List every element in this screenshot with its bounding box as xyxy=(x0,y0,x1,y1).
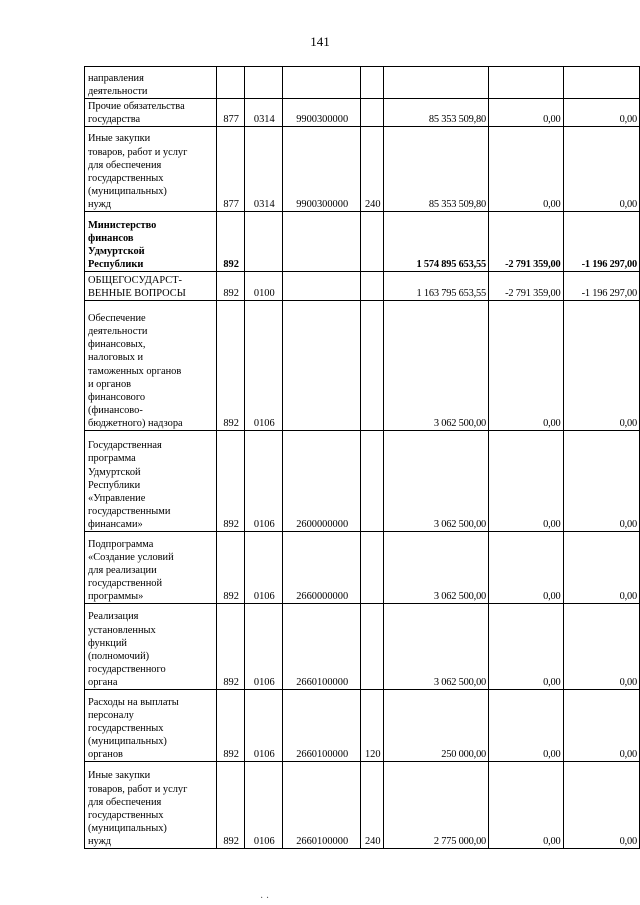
cell-change-2 xyxy=(563,67,639,99)
cell-name xyxy=(85,431,217,532)
cell-name xyxy=(85,272,217,301)
row-label: Реализация установленных функций (полномочий) государственного органа xyxy=(88,611,166,688)
row-label: Обеспечение деятельности финансовых, налоговых и таможенных органов и органов финансового (финансово- бюджетного) надзора xyxy=(88,313,183,429)
table-row xyxy=(85,99,640,127)
cell-section-code: 0106 xyxy=(245,690,283,762)
table-row xyxy=(85,604,640,690)
budget-table-body xyxy=(85,67,640,849)
row-label: Расходы на выплаты персоналу государственных (муниципальных) органов xyxy=(88,696,179,760)
cell-ministry-code xyxy=(216,67,245,99)
row-label: Прочие обязательства государства xyxy=(88,100,185,125)
cell-section-code xyxy=(245,212,283,272)
cell-target-article: 2600000000 xyxy=(283,431,361,532)
cell-target-article: 9900300000 xyxy=(283,127,361,212)
cell-amount xyxy=(384,67,489,99)
cell-expense-type: 120 xyxy=(361,690,384,762)
cell-target-article: 2660000000 xyxy=(283,532,361,604)
cell-ministry-code: 892 xyxy=(216,212,245,272)
cell-section-code: 0106 xyxy=(245,301,283,431)
table-row xyxy=(85,272,640,301)
cell-ministry-code: 877 xyxy=(216,99,245,127)
cell-amount: 85 353 509,80 xyxy=(384,99,489,127)
cell-name xyxy=(85,532,217,604)
table-row xyxy=(85,212,640,272)
cell-target-article xyxy=(283,67,361,99)
cell-section-code: 0106 xyxy=(245,532,283,604)
cell-expense-type xyxy=(361,99,384,127)
cell-target-article: 2660100000 xyxy=(283,762,361,849)
row-label: Министерство финансов Удмуртской Республики xyxy=(88,219,157,270)
table-row xyxy=(85,301,640,431)
cell-change-2: 0,00 xyxy=(563,532,639,604)
cell-change-1: -2 791 359,00 xyxy=(489,212,563,272)
cell-change-1: 0,00 xyxy=(489,127,563,212)
page-number: 141 xyxy=(310,34,330,49)
cell-ministry-code: 892 xyxy=(216,301,245,431)
cell-target-article xyxy=(283,212,361,272)
cell-change-2: 0,00 xyxy=(563,127,639,212)
cell-expense-type xyxy=(361,301,384,431)
row-label: Иные закупки товаров, работ и услуг для обеспечения государственных (муниципальных) нужд xyxy=(88,770,188,847)
cell-amount: 85 353 509,80 xyxy=(384,127,489,212)
cell-change-1: 0,00 xyxy=(489,532,563,604)
cell-change-1: 0,00 xyxy=(489,762,563,849)
row-label: ОБЩЕГОСУДАРСТ- ВЕННЫЕ ВОПРОСЫ xyxy=(88,274,186,299)
cell-amount: 3 062 500,00 xyxy=(384,604,489,690)
cell-section-code: 0100 xyxy=(245,272,283,301)
cell-change-2: 0,00 xyxy=(563,99,639,127)
cell-section-code: 0106 xyxy=(245,762,283,849)
cell-expense-type xyxy=(361,431,384,532)
cell-section-code: 0314 xyxy=(245,127,283,212)
cell-expense-type xyxy=(361,272,384,301)
cell-change-1: 0,00 xyxy=(489,604,563,690)
cell-amount: 3 062 500,00 xyxy=(384,301,489,431)
cell-section-code: 0106 xyxy=(245,604,283,690)
cell-change-2: 0,00 xyxy=(563,762,639,849)
row-label: Подпрограмма «Создание условий для реализации государственной программы» xyxy=(88,538,174,602)
table-row xyxy=(85,690,640,762)
cell-change-2: 0,00 xyxy=(563,431,639,532)
cell-target-article xyxy=(283,301,361,431)
row-label: направления деятельности xyxy=(88,72,148,97)
cell-target-article: 2660100000 xyxy=(283,690,361,762)
row-label: Иные закупки товаров, работ и услуг для обеспечения государственных (муниципальных) нужд xyxy=(88,133,188,210)
cell-amount: 1 574 895 653,55 xyxy=(384,212,489,272)
cell-name xyxy=(85,690,217,762)
cell-ministry-code: 892 xyxy=(216,532,245,604)
cell-name xyxy=(85,301,217,431)
cell-ministry-code: 892 xyxy=(216,272,245,301)
cell-name xyxy=(85,127,217,212)
budget-table xyxy=(84,66,640,849)
cell-section-code: 0314 xyxy=(245,99,283,127)
cell-change-2: -1 196 297,00 xyxy=(563,272,639,301)
cell-ministry-code: 892 xyxy=(216,604,245,690)
cell-target-article: 2660100000 xyxy=(283,604,361,690)
cell-ministry-code: 892 xyxy=(216,690,245,762)
cell-name xyxy=(85,604,217,690)
footer-marks: · · xyxy=(260,893,270,904)
cell-change-1: 0,00 xyxy=(489,690,563,762)
table-row xyxy=(85,762,640,849)
cell-change-1: 0,00 xyxy=(489,431,563,532)
cell-amount: 1 163 795 653,55 xyxy=(384,272,489,301)
cell-ministry-code: 892 xyxy=(216,431,245,532)
cell-expense-type xyxy=(361,67,384,99)
table-row xyxy=(85,532,640,604)
table-row xyxy=(85,431,640,532)
cell-expense-type: 240 xyxy=(361,762,384,849)
cell-target-article xyxy=(283,272,361,301)
cell-change-2: 0,00 xyxy=(563,301,639,431)
cell-amount: 3 062 500,00 xyxy=(384,431,489,532)
cell-expense-type xyxy=(361,212,384,272)
cell-change-2: 0,00 xyxy=(563,690,639,762)
cell-amount: 250 000,00 xyxy=(384,690,489,762)
cell-ministry-code: 877 xyxy=(216,127,245,212)
cell-name xyxy=(85,212,217,272)
cell-amount: 2 775 000,00 xyxy=(384,762,489,849)
cell-name xyxy=(85,762,217,849)
cell-change-1: 0,00 xyxy=(489,99,563,127)
cell-change-1: -2 791 359,00 xyxy=(489,272,563,301)
cell-change-1: 0,00 xyxy=(489,301,563,431)
cell-section-code xyxy=(245,67,283,99)
cell-expense-type xyxy=(361,532,384,604)
cell-ministry-code: 892 xyxy=(216,762,245,849)
cell-name xyxy=(85,99,217,127)
cell-name xyxy=(85,67,217,99)
table-row xyxy=(85,67,640,99)
cell-change-2: -1 196 297,00 xyxy=(563,212,639,272)
row-label: Государственная программа Удмуртской Республики «Управление государственными финансами» xyxy=(88,440,171,530)
cell-change-1 xyxy=(489,67,563,99)
cell-expense-type: 240 xyxy=(361,127,384,212)
cell-amount: 3 062 500,00 xyxy=(384,532,489,604)
cell-expense-type xyxy=(361,604,384,690)
cell-change-2: 0,00 xyxy=(563,604,639,690)
table-row xyxy=(85,127,640,212)
cell-section-code: 0106 xyxy=(245,431,283,532)
cell-target-article: 9900300000 xyxy=(283,99,361,127)
